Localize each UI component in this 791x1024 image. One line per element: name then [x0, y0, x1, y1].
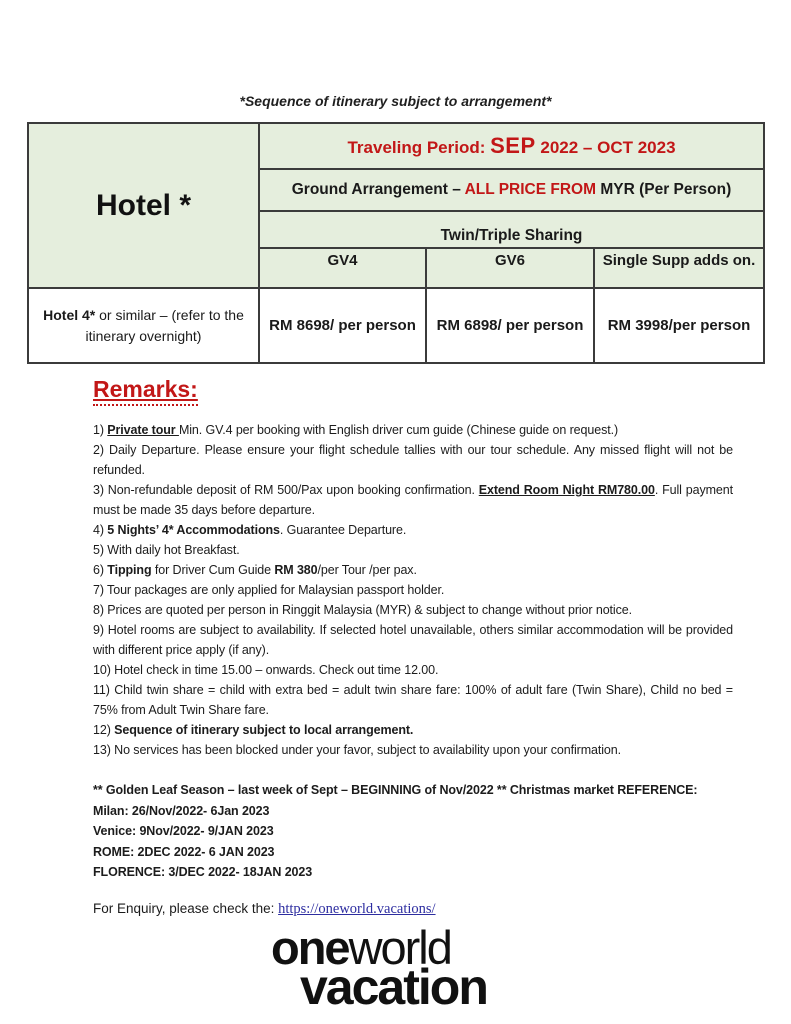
ground-arrangement-text: Ground Arrangement – ALL PRICE FROM MYR (Per Person)	[291, 181, 732, 198]
logo-oneworld-text: oneworld	[271, 921, 451, 974]
enquiry-link[interactable]: https://oneworld.vacations/	[278, 900, 436, 917]
remark-item: 7) Tour packages are only applied for Malaysian passport holder.	[93, 583, 445, 597]
remark-item: 1) Private tour Min. GV.4 per booking with English driver cum guide (Chinese guide on request.)	[93, 423, 619, 437]
season-line: ROME: 2DEC 2022- 6 JAN 2023	[93, 844, 275, 859]
price-single-supp-cell: RM 3998/per person	[594, 288, 764, 363]
remarks-heading: Remarks:	[93, 376, 198, 406]
remark-item: 6) Tipping for Driver Cum Guide RM 380/per Tour /per pax.	[93, 563, 417, 577]
traveling-period-text: Traveling Period: SEP 2022 – OCT 2023	[347, 133, 676, 158]
hotel-description-cell	[28, 288, 259, 363]
column-header-gv6: GV6	[426, 248, 594, 288]
remark-item: 5) With daily hot Breakfast.	[93, 543, 240, 557]
season-line: ** Golden Leaf Season – last week of Sept – BEGINNING of Nov/2022 ** Christmas market REFERENCE:	[93, 783, 698, 797]
remark-item: 13) No services has been blocked under your favor, subject to availability upon your confirmation.	[93, 743, 621, 757]
hotel-header-cell	[28, 123, 259, 288]
remark-item: 10) Hotel check in time 15.00 – onwards. Check out time 12.00.	[93, 663, 439, 677]
season-line: Milan: 26/Nov/2022- 6Jan 2023	[93, 803, 270, 818]
season-line: Venice: 9Nov/2022- 9/JAN 2023	[93, 824, 274, 838]
enquiry-text: For Enquiry, please check the:	[93, 900, 279, 916]
remark-item: 3) Non-refundable deposit of RM 500/Pax upon booking confirmation. Extend Room Night RM780.00. Full payment must be made 35 days before departure.	[93, 483, 733, 517]
column-header-gv4: GV4	[259, 248, 426, 288]
hotel-description-text: Hotel 4* or similar – (refer to the itinerary overnight)	[43, 306, 244, 344]
column-header-single-supp: Single Supp adds on.	[594, 248, 764, 288]
hotel-header-label: Hotel *	[95, 188, 191, 222]
season-reference-block	[93, 780, 733, 883]
ground-arrangement-cell	[259, 169, 764, 211]
remark-item: 8) Prices are quoted per person in Ringgit Malaysia (MYR) & subject to change without prior notice.	[93, 603, 632, 617]
price-gv4-cell: RM 8698/ per person	[259, 288, 426, 363]
logo-vacation-text: vacation	[300, 959, 487, 1015]
price-table	[27, 122, 765, 364]
traveling-period-cell	[259, 123, 764, 169]
remark-item: 12) Sequence of itinerary subject to local arrangement.	[93, 723, 414, 737]
season-line: FLORENCE: 3/DEC 2022- 18JAN 2023	[93, 865, 313, 879]
remark-item: 4) 5 Nights’ 4* Accommodations. Guarantee Departure.	[93, 523, 407, 537]
table-row	[28, 288, 764, 363]
remark-item: 2) Daily Departure. Please ensure your flight schedule tallies with our tour schedule. Any missed flight will not be refunded.	[93, 443, 733, 477]
remark-item: 9) Hotel rooms are subject to availability. If selected hotel unavailable, others similar accommodation will be provided with different price apply (if any).	[93, 623, 733, 657]
remark-item: 11) Child twin share = child with extra bed = adult twin share fare: 100% of adult fare (Twin Share), Child no bed = 75% from Adult Twin Share fare.	[93, 683, 733, 717]
price-gv6-cell: RM 6898/ per person	[426, 288, 594, 363]
sharing-cell	[259, 211, 764, 248]
remarks-list	[93, 420, 733, 760]
sharing-text: Twin/Triple Sharing	[440, 227, 583, 244]
itinerary-note: *Sequence of itinerary subject to arrangement*	[239, 93, 552, 109]
oneworld-vacation-logo	[271, 921, 487, 1015]
remarks-section	[93, 376, 733, 918]
enquiry-line	[93, 901, 733, 918]
